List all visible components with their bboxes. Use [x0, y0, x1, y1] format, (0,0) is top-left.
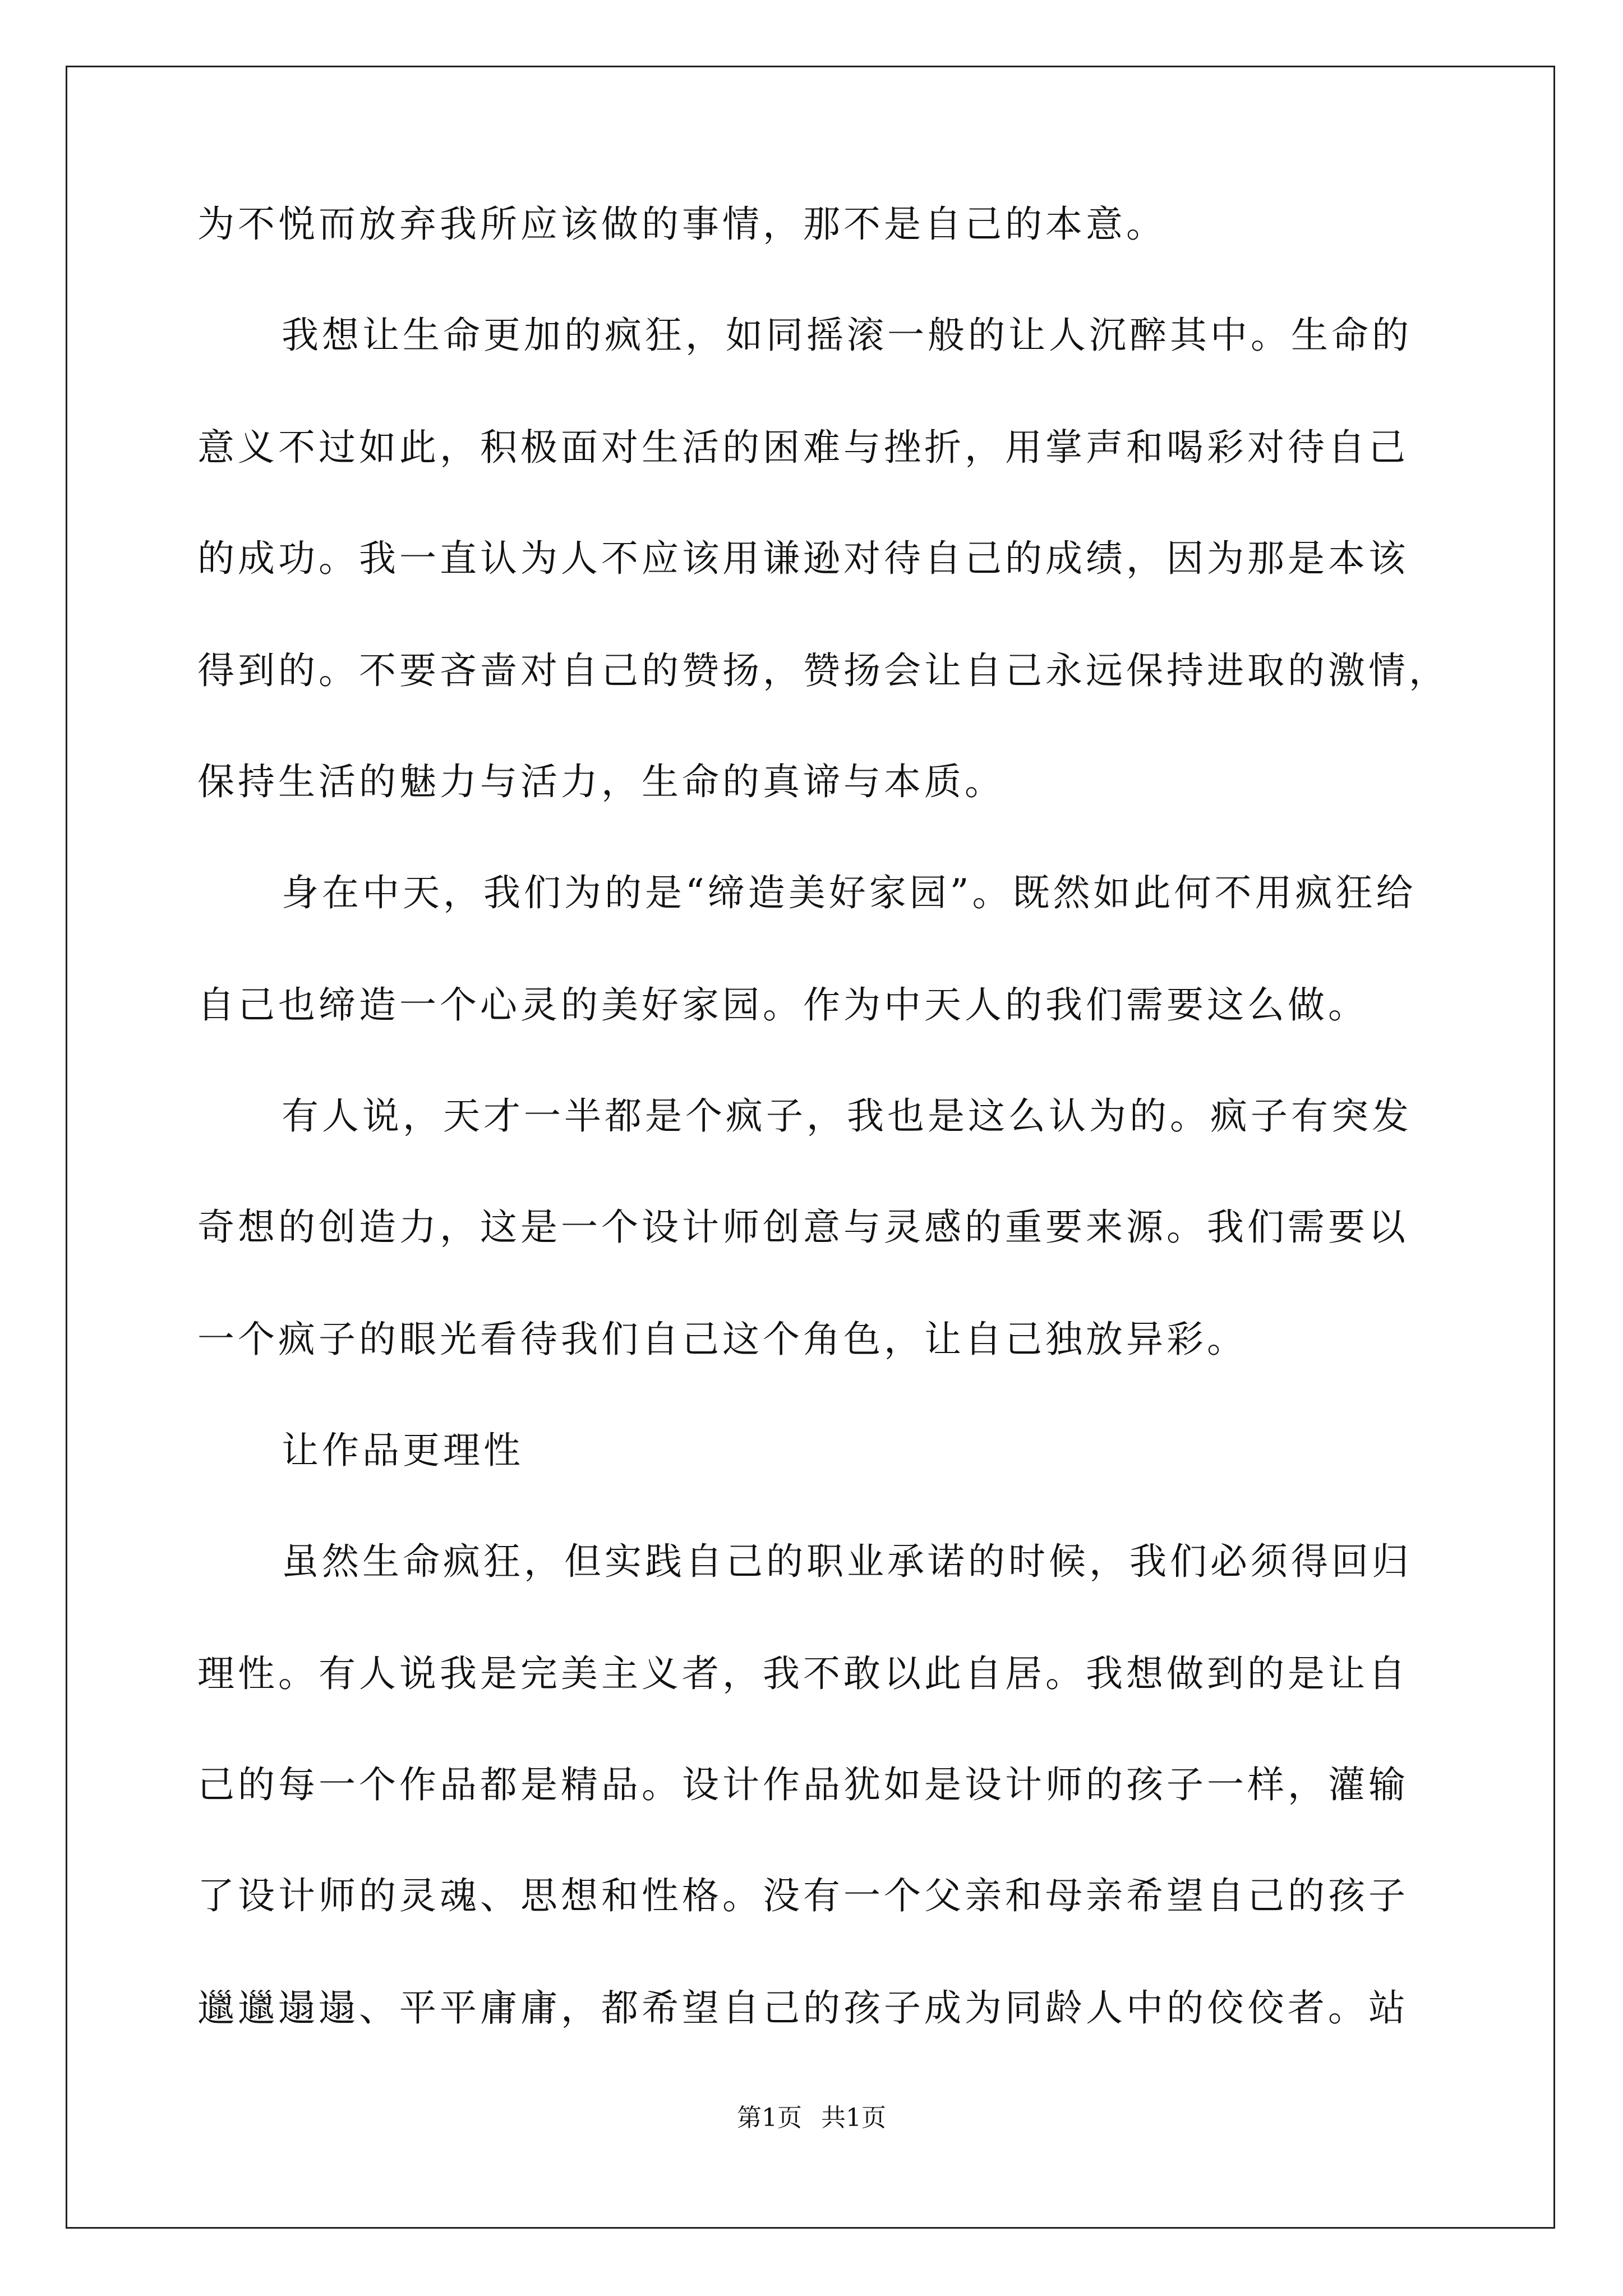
text-line: 自己也缔造一个心灵的美好家园。作为中天人的我们需要这么做。 [197, 983, 1368, 1027]
text-line: 保持生活的魅力与活力，生命的真谛与本质。 [197, 760, 1005, 803]
text-line: 我想让生命更加的疯狂，如同摇滚一般的让人沉醉其中。生命的 [282, 314, 1412, 357]
text-line: 的成功。我一直认为人不应该用谦逊对待自己的成绩，因为那是本该 [197, 537, 1409, 580]
page-number: 第1页 [737, 2104, 802, 2132]
text-line: 身在中天，我们为的是“缔造美好家园”。既然如此何不用疯狂给 [282, 871, 1417, 914]
text-line: 为不悦而放弃我所应该做的事情，那不是自己的本意。 [197, 203, 1166, 246]
text-line: 邋邋遢遢、平平庸庸，都希望自己的孩子成为同龄人中的佼佼者。站 [197, 1986, 1409, 2030]
text-line: 理性。有人说我是完美主义者，我不敢以此自居。我想做到的是让自 [197, 1652, 1409, 1695]
text-line: 一个疯子的眼光看待我们自己这个角色，让自己独放异彩。 [197, 1318, 1247, 1361]
text-line: 己的每一个作品都是精品。设计作品犹如是设计师的孩子一样，灌输 [197, 1763, 1409, 1806]
text-line: 了设计师的灵魂、思想和性格。没有一个父亲和母亲希望自己的孩子 [197, 1874, 1409, 1917]
text-line: 虽然生命疯狂，但实践自己的职业承诺的时候，我们必须得回归 [282, 1540, 1412, 1583]
text-line: 意义不过如此，积极面对生活的困难与挫折，用掌声和喝彩对待自己 [197, 426, 1409, 469]
page-total: 共1页 [821, 2104, 886, 2132]
text-line: 得到的。不要吝啬对自己的赞扬，赞扬会让自己永远保持进取的激情， [197, 649, 1449, 692]
section-heading: 让作品更理性 [282, 1429, 524, 1472]
text-line: 奇想的创造力，这是一个设计师创意与灵感的重要来源。我们需要以 [197, 1205, 1409, 1249]
text-line: 有人说，天才一半都是个疯子，我也是这么认为的。疯子有突发 [282, 1094, 1412, 1138]
page-footer [0, 2101, 1623, 2135]
